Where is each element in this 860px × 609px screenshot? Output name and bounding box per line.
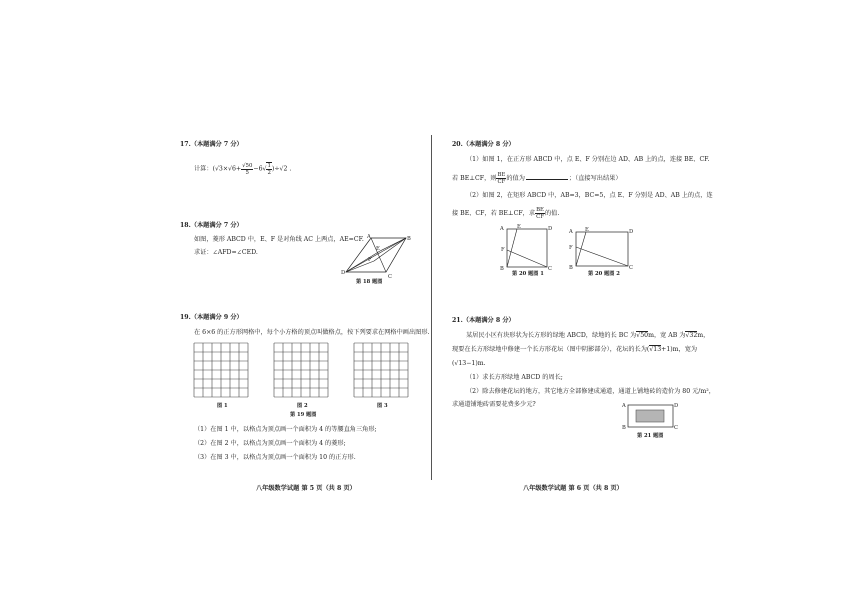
q21-p3: (√13−1)m. [452,360,486,367]
q21-title: 21.（本题满分 8 分） [452,317,515,324]
q19-grid-3 [354,343,409,398]
q18-label-d: D [341,270,346,276]
q20-figure-2 [572,230,632,270]
q20-p4-a: 接 BE、CF，若 BE⊥CF，求 [452,210,536,217]
q21-label-b: B [622,425,626,431]
q20-fig1-label-f: F [501,247,505,253]
q17-fraction [241,163,253,176]
q17-sqrt-num: 1 [267,163,271,169]
q21-label-c: C [674,425,678,431]
q20-p2-a: 若 BE⊥CF，则 [452,175,497,182]
q20-answer-blank [526,179,568,180]
q18-title: 18.（本题满分 7 分） [180,222,243,229]
q17-sqrt-den: 2 [267,170,271,176]
q20-p2-fraction [496,172,506,185]
q20-fig2-label-a: A [569,229,573,235]
q21-p1-r1: √50 [636,332,649,339]
q20-fig1-label-e: E [517,224,521,230]
q20-p4-fraction [535,207,545,220]
q19-item-2: （2）在图 2 中，以格点为顶点画一个面积为 4 的菱形; [194,440,346,447]
q20-p1: （1）如图 1，在正方形 ABCD 中，点 E、F 分别在边 AD、AB 上的点，连接 BE、CF. [466,156,710,163]
q20-p2-c: ；（直接写出结果） [568,175,622,182]
q20-p4 [452,207,559,220]
q20-fig1-label-d: D [548,226,553,232]
q18-caption: 第 18 题图 [356,279,383,285]
q21-label-d: D [674,403,679,409]
q21-p1-c: m， [697,332,710,339]
q17-expr-c: )÷√2 . [271,165,292,173]
q20-p4-frac-den: CF [536,214,544,220]
q19-item-3: （3）在图 3 中，以格点为顶点画一个面积为 10 的正方形. [194,454,356,461]
q21-p2-b: +1)m，宽为 [661,346,698,353]
q18-label-f: F [368,257,372,263]
q20-fig1-label-c: C [548,266,552,272]
q19-caption: 第 19 题图 [290,412,317,418]
q18-label-e: E [376,246,380,252]
q19-title: 19.（本题满分 9 分） [180,314,243,321]
q21-flowerbed-shaded [636,410,664,422]
q21-p1 [466,332,709,340]
q17-prefix: 计算： [194,165,213,173]
q17-expression: 计算：(√3×√6+ $\frac{√50}{5}$ −6√ $\frac{1}{2}$ )÷√2 . [194,162,292,176]
q21-figure [626,403,679,431]
q20-caption-2: 第 20 题图 2 [588,271,620,277]
q19-grid-2 [274,343,329,398]
left-page-footer: 八年级数学试题 第 5 页（共 8 页） [256,485,356,492]
q20-fig1-label-b: B [500,266,504,272]
q20-p2-frac-num: BE [497,172,506,178]
q21-p5: 求通道铺地砖需要花费多少元? [452,401,536,408]
q17-frac-den: 5 [245,169,249,176]
q20-p2-frac-den: CF [497,179,506,185]
q20-fig2-label-e: E [585,227,589,233]
q17-expr-b: −6 [253,165,263,173]
q20-fig2-label-f: F [569,245,573,251]
q21-p2-r: √13 [649,346,662,353]
q17-expr-a: (√3×√6+ [212,165,242,173]
q20-p2-b: 的值为 [506,175,525,182]
q21-p2 [452,346,697,354]
q18-line2: 求证：∠AFD=∠CED. [194,249,258,256]
q18-label-a: A [367,234,371,240]
q21-label-a: A [622,403,626,409]
q20-fig2-label-d: D [629,229,634,235]
page-divider [431,135,432,480]
q21-p1-a: 某居民小区有块形状为长方形的绿地 ABCD，绿地的长 BC 为 [466,332,637,339]
q21-item-2: （2）除去修建花坛的地方，其它地方全部修建成通道，通道上铺地砖的造价为 80 元/m²， [466,388,715,395]
q20-fig1-label-a: A [500,226,504,232]
q21-caption: 第 21 题图 [637,433,664,439]
q18-rhombus-figure [340,234,415,279]
right-page-footer: 八年级数学试题 第 6 页（共 8 页） [523,485,623,492]
q21-item-1: （1）求长方形绿地 ABCD 的周长; [466,374,563,381]
q19-grid-label-2: 图 2 [297,403,308,409]
q18-label-c: C [388,274,392,280]
q20-fig2-label-b: B [569,265,573,271]
q20-figure-1 [503,227,553,271]
q21-p2-a: 现要在长方形绿地中修建一个长方形花坛（图中阴影部分），花坛的长为( [452,346,650,353]
q21-p1-r2: √32 [685,332,698,339]
q18-label-b: B [407,236,411,242]
q20-p4-b: 的值. [544,210,560,217]
q21-p1-b: m，宽 AB 为 [648,332,686,339]
q19-intro: 在 6×6 的正方形网格中，每个小方格的顶点叫做格点，按下列要求在网格中画出图形. [194,329,430,336]
q19-grid-1 [194,343,249,398]
q19-grid-label-3: 图 3 [377,403,388,409]
q20-p4-frac-num: BE [536,207,544,213]
q20-title: 20.（本题满分 8 分） [452,141,515,148]
q17-title: 17.（本题满分 7 分） [180,141,243,148]
q20-p3: （2）如图 2，在矩形 ABCD 中，AB=3，BC=5，点 E、F 分别是 AD、AB 上的点，连 [466,192,713,199]
q18-line1: 如图，菱形 ABCD 中，E、F 是对角线 AC 上两点，AE=CF. [194,236,364,243]
q17-frac-num: √50 [242,162,253,169]
q19-grid-label-1: 图 1 [217,403,228,409]
q20-fig2-label-c: C [629,265,633,271]
q20-caption-1: 第 20 题图 1 [512,271,544,277]
q19-item-1: （1）在图 1 中，以格点为顶点画一个面积为 4 的等腰直角三角形; [194,426,377,433]
q20-p2 [452,172,622,185]
